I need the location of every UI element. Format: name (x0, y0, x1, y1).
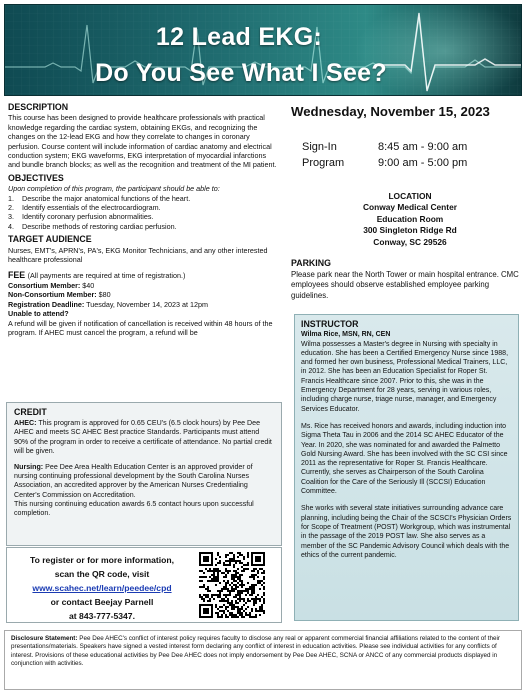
credit-heading: CREDIT (14, 407, 47, 417)
fee-heading: FEE (8, 269, 26, 280)
list-item: 1. Describe the major anatomical functions of the heart. (8, 193, 191, 203)
audience-heading: TARGET AUDIENCE (8, 234, 92, 245)
disclosure-statement: Disclosure Statement: Pee Dee AHEC's conflict of interest policy requires faculty to disclose any real or apparent commercial financial affiliations related to the content of their presentations/materials. Speakers have signed a vested interest form declaring any conflict of interest in education activities. Please see individual activities for any conflicts of interest. Provisions of these educational activities by Pee Dee AHEC does not imply endorsement by Pee Dee AHEC, SCNA or ANCC of any commercial products displayed in conjunction with activities. (4, 630, 522, 690)
objectives-heading: OBJECTIVES (8, 172, 64, 183)
event-date: Wednesday, November 15, 2023 (291, 104, 490, 119)
fee-consortium: Consortium Member: $40 (8, 280, 95, 290)
description-heading: DESCRIPTION (8, 102, 69, 112)
list-item: 2. Identify essentials of the electrocardiogram. (8, 203, 161, 213)
location-heading: LOCATION (388, 191, 432, 201)
register-box (6, 547, 282, 623)
unable-heading: Unable to attend? (8, 309, 69, 319)
refund-text: A refund will be given if notification of cancellation is received within 48 hours of the program. If AHEC must cancel the program, a refund will be (8, 318, 273, 337)
register-link[interactable]: www.scahec.net/learn/peedee/cpd (32, 583, 172, 593)
parking-block (291, 258, 519, 301)
instructor-heading: INSTRUCTOR (301, 319, 359, 329)
banner-title-line1: 12 Lead EKG: (155, 23, 323, 51)
banner-title-line2: Do You See What I See? (95, 59, 387, 87)
instructor-box (294, 314, 519, 621)
signin-row: Sign-In 8:45 am - 9:00 am (302, 141, 468, 153)
list-item: 4. Describe methods of restoring cardiac perfusion. (8, 221, 177, 231)
registration-deadline: Registration Deadline: Tuesday, November 14, 2023 at 12pm (8, 299, 209, 309)
fee-nonconsortium: Non-Consortium Member: $80 (8, 290, 111, 300)
right-column (291, 104, 519, 301)
description-text: This course has been designed to provide healthcare professionals with practical knowledge regarding the cardiac system, obtaining EKGs, and recognizing the changes on the 12-lead EKG and how they correlate to changes in coronary perfusion. Course content will include information of cardiac anatomy and electrical conduction system; EKG waveforms, EKG interpretation of myocardial infarctions and bundle branch blocks; as well as the recognition and treatment of the MI patient. (8, 113, 277, 170)
left-column (8, 103, 278, 337)
instructor-name: Wilma Rice, MSN, RN, CEN (301, 331, 391, 339)
instructor-bio-1: Wilma possesses a Master's degree in Nursing with specialty in education. She has been a Certified Emergency Nurse since 1988, and formed her own business, Professional Medical Trainers, LLC, in 2012. She has been an Education Specialist for Roper St. Francis Healthcare since 2007. Prior to this, she was in the Emergency Department for 28 years, serving in various roles, including charge nurse, triage nurse, manager, and Emergency Services Educator. (301, 340, 509, 413)
objectives-intro: Upon completion of this program, the participant should be able to: (8, 184, 220, 194)
instructor-bio-2: Ms. Rice has received honors and awards, including induction into Sigma Theta Tau in 2006 and the 2014 SC AHEC Educator of the Year. In 2020, she was nominated for and awarded the Palmetto Gold Nursing Award. She has been involved with the SC CSI since 2011 as the representative for Roper St. Francis Healthcare. Currently, she serves as Chairperson of the South Carolina Coalition for the Care of the Seriously Ill (SCCSI) Education Committee. (301, 422, 508, 496)
contact-phone: at 843-777-5347. (69, 611, 135, 621)
instructor-bio-3: She works with several state initiatives surrounding advance care planning, including being the Chair of the SCSCI's Physician Orders for Scope of Treatment (POST) Workgroup, which was instrumental in the passage of the 2019 POST law. She also serves as a member of the SC Pandemic Advisory Council which deals with the ethics of the current pandemic. (301, 505, 512, 559)
location-block: LOCATION Conway Medical Center Education Room 300 Singleton Ridge Rd Conway, SC 29526 (291, 191, 519, 248)
parking-heading: PARKING (291, 258, 331, 269)
register-text: To register or for more information, scan the QR code, visit www.scahec.net/learn/peedee/cpd or contact Beejay Parnell at 843-777-5347. (15, 553, 189, 623)
event-times (291, 139, 519, 171)
credit-nursing: Nursing: Pee Dee Area Health Education Center is an approved provider of nursing continuing professional development by the South Carolina Nurses Association, an accredited approver by the American Nurses Credentialing Center's Commission on Accreditation. This nursing continuing education awards 6.5 contact hours upon successful completion. (14, 463, 254, 518)
header-banner (4, 4, 522, 96)
parking-text: Please park near the North Tower or main hospital entrance. CMC employees should observe established employee parking guidelines. (291, 269, 519, 300)
credit-ahec: AHEC: This program is approved for 0.65 CEU's (6.5 clock hours) by Pee Dee AHEC and meets SC AHEC Best practice Standards. Participants must attend 90% of the program in order to receive a certificate of attendance. No partial credit will be given. (14, 419, 272, 455)
fee-heading-row (8, 271, 278, 280)
list-item: 3. Identify coronary perfusion abnormalities. (8, 212, 154, 222)
fee-note: (All payments are required at time of registration.) (27, 270, 186, 280)
credit-box (6, 402, 282, 546)
qr-code-icon[interactable] (199, 552, 265, 618)
program-row: Program 9:00 am - 5:00 pm (302, 157, 468, 169)
audience-text: Nurses, EMT's, APRN's, PA's, EKG Monitor Technicians, and any other interested healthcare professional (8, 245, 268, 265)
objectives-list (8, 194, 278, 232)
